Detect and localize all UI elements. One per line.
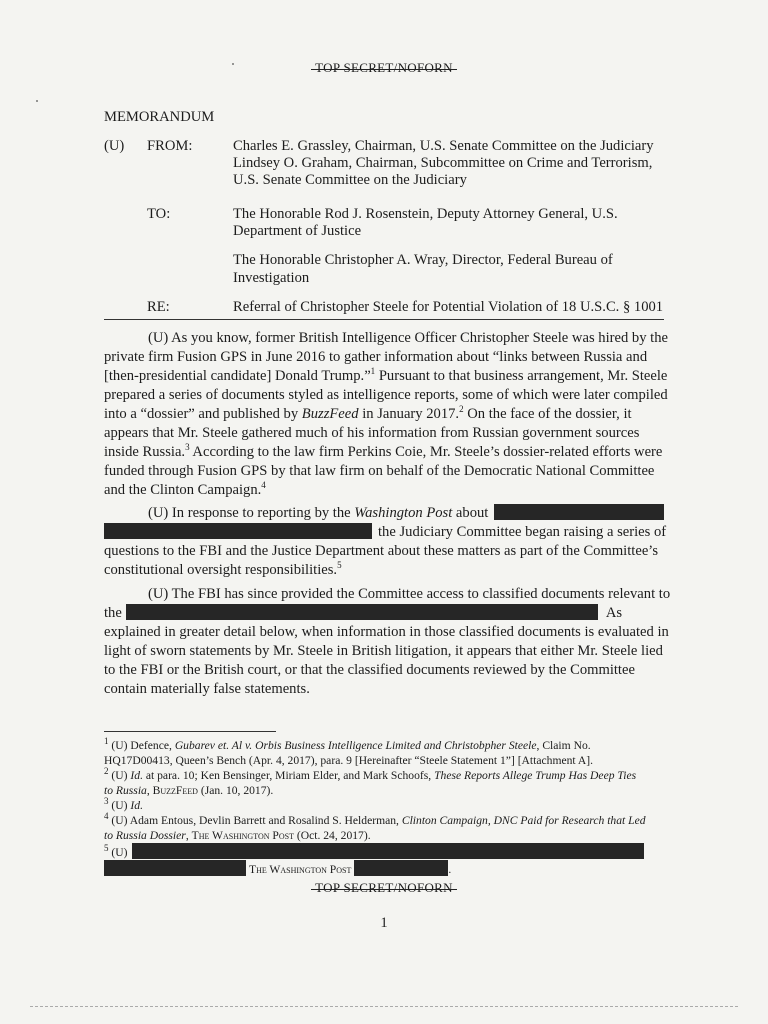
footnote-2-line-1: $^2$ (U) Id. at para. 10; Ken Bensinger, Miriam Elder, and Mark Schoofs, These Reports Allege Trump Has Deep Ties: [104, 766, 637, 782]
re-label: RE:: [147, 299, 170, 315]
scan-speck: [36, 100, 38, 102]
from-line-3: U.S. Senate Committee on the Judiciary: [233, 172, 467, 188]
p1-line-1: (U) As you know, former British Intelligence Officer Christopher Steele was hired by the: [148, 330, 668, 346]
redaction-block: [104, 523, 372, 539]
redaction-block: [354, 860, 448, 876]
classification-top: [0, 60, 768, 76]
footnote-4-line-2: to Russia Dossier, The Washington Post (Oct. 24, 2017).: [104, 829, 371, 842]
p1-line-6: appears that Mr. Steele gathered much of his information from Russian government sources: [104, 425, 640, 441]
from-line-1: Charles E. Grassley, Chairman, U.S. Senate Committee on the Judiciary: [233, 138, 654, 154]
p3-line-3: explained in greater detail below, when information in those classified documents is evaluated in: [104, 624, 669, 640]
scan-speck: [232, 63, 234, 65]
to-recipient-1-line-1: The Honorable Rod J. Rosenstein, Deputy Attorney General, U.S.: [233, 206, 618, 222]
paragraph-3: [104, 585, 671, 699]
from-line-2: Lindsey O. Graham, Chairman, Subcommittee on Crime and Terrorism,: [233, 155, 653, 171]
p3-line-1: (U) The FBI has since provided the Committee access to classified documents relevant to: [148, 586, 671, 602]
paragraph-1: [104, 329, 668, 500]
footnote-1-line-2: HQ17D00413, Queen’s Bench (Apr. 4, 2017), para. 9 [Hereinafter “Steele Statement 1”] [Attachment A].: [104, 754, 594, 767]
p3-line-2: the As: [104, 605, 623, 621]
p1-line-2: private firm Fusion GPS in June 2016 to gather information about “links between Russia and: [104, 349, 648, 365]
redaction-block: [494, 504, 664, 520]
p2-line-4: constitutional oversight responsibilities.$^5$: [104, 560, 342, 578]
classification-label: TOP SECRET/NOFORN: [311, 880, 457, 896]
p3-line-6: contain materially false statements.: [104, 681, 310, 697]
p2-line-2: the Judiciary Committee began raising a series of: [104, 523, 660, 542]
p1-line-4: prepared a series of documents styled as intelligence reports, some of which were later compiled: [104, 387, 668, 403]
footnote-ref-3[interactable]: 3: [185, 442, 190, 453]
footnote-divider: [104, 731, 276, 732]
redaction-block: [132, 843, 644, 859]
to-recipient-2-line-2: Investigation: [233, 270, 310, 286]
footnote-5-line-1: $^5$ (U): [104, 843, 664, 860]
p3-line-4: light of sworn statements by Mr. Steele in British litigation, it appears that either Mr. Steele lied: [104, 643, 663, 659]
footnote-4-line-1: $^4$ (U) Adam Entous, Devlin Barrett and Rosalind S. Helderman, Clinton Campaign, DNC Paid for Research that Led: [104, 811, 646, 827]
re-subject: Referral of Christopher Steele for Potential Violation of 18 U.S.C. § 1001: [233, 299, 664, 315]
from-marking: (U): [104, 138, 125, 154]
p2-line-1: (U) In response to reporting by the Washington Post about: [104, 504, 660, 523]
footnote-5-line-2: The Washington Post .: [104, 860, 664, 877]
p1-line-3: [then-presidential candidate] Donald Trump.”$^1$ Pursuant to that business arrangement, Mr. Steele: [104, 366, 668, 384]
to-recipient-1-line-2: Department of Justice: [233, 223, 362, 239]
p3-line-5: to the FBI or the British court, or that the classified documents reviewed by the Committee: [104, 662, 635, 678]
p1-line-8: funded through Fusion GPS by that law firm on behalf of the Democratic National Committee: [104, 463, 655, 479]
p1-line-5: into a “dossier” and published by BuzzFeed in January 2017.$^2$ On the face of the dossier, it: [104, 404, 632, 422]
footnote-ref-2[interactable]: 2: [459, 404, 464, 415]
footnote-2-line-2: to Russia, BuzzFeed (Jan. 10, 2017).: [104, 784, 274, 797]
p1-line-9: and the Clinton Campaign.$^4$: [104, 480, 266, 498]
p1-line-7: inside Russia.$^3$ According to the law firm Perkins Coie, Mr. Steele’s dossier-related efforts were: [104, 442, 663, 460]
redaction-block: [126, 604, 598, 620]
footnotes: [104, 738, 664, 877]
redaction-block: [104, 860, 246, 876]
classification-label: TOP SECRET/NOFORN: [311, 60, 457, 76]
footnote-ref-4[interactable]: 4: [261, 480, 266, 491]
to-recipient-2-line-1: The Honorable Christopher A. Wray, Director, Federal Bureau of: [233, 252, 613, 268]
footnote-ref-1[interactable]: 1: [370, 366, 376, 377]
page-number: 1: [380, 915, 388, 931]
p2-line-3: questions to the FBI and the Justice Department about these matters as part of the Committee’s: [104, 543, 659, 559]
from-label: FROM:: [147, 138, 193, 154]
memorandum-heading: MEMORANDUM: [104, 109, 215, 125]
classification-bottom: [0, 880, 768, 896]
footnote-3: $^3$ (U) Id.: [104, 796, 143, 812]
to-label: TO:: [147, 206, 171, 222]
paragraph-2: [104, 504, 667, 580]
scan-edge-line: [30, 1006, 738, 1007]
footnote-1-line-1: $^1$ (U) Defence, Gubarev et. Al v. Orbis Business Intelligence Limited and Christobpher Steele, Claim No.: [104, 736, 591, 752]
header-divider: [104, 319, 664, 320]
footnote-ref-5[interactable]: 5: [337, 560, 342, 571]
